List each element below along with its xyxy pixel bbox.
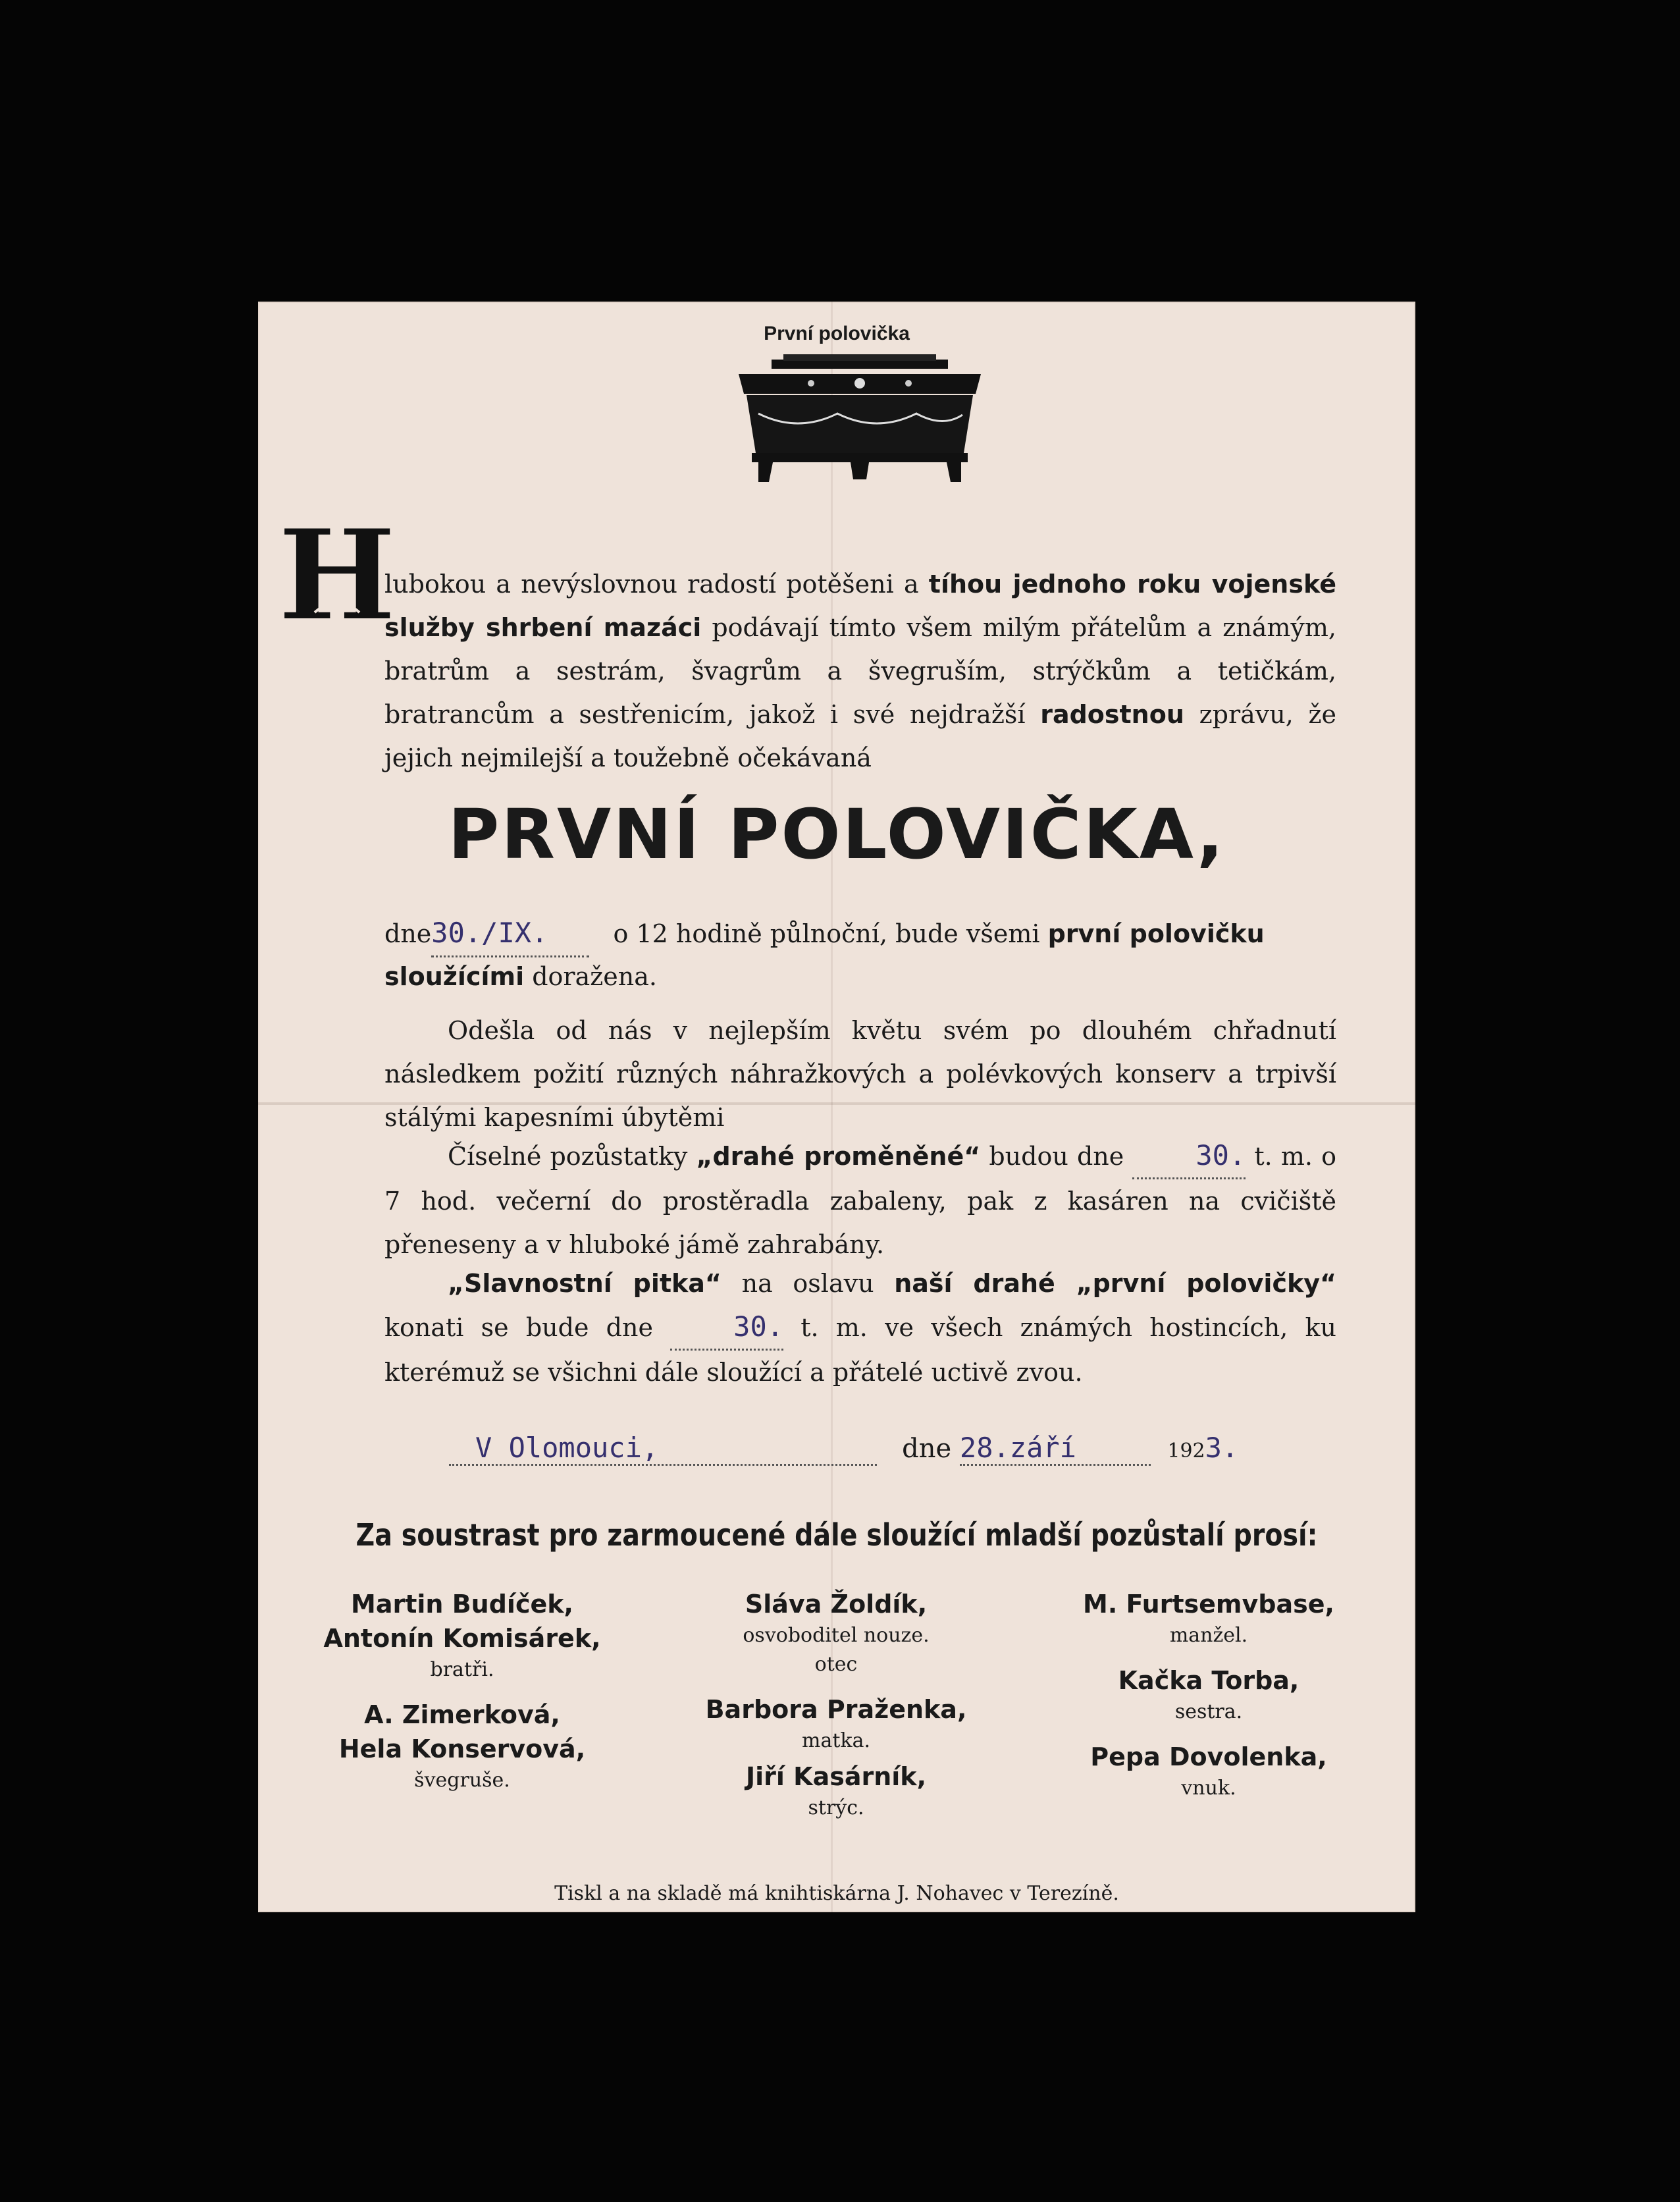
- mourner-name: Jiří Kasárník,: [745, 1762, 927, 1791]
- mourner-role: bratři.: [430, 1658, 494, 1681]
- mourner-role: manžel.: [1169, 1624, 1248, 1647]
- big-title: PRVNÍ POLOVIČKA,: [448, 794, 1226, 874]
- mourner-role: otec: [814, 1653, 858, 1676]
- mourner-role: sestra.: [1174, 1700, 1243, 1723]
- date-line-2: sloužícími doražena.: [384, 962, 657, 991]
- coffin-illustration: [732, 354, 987, 483]
- paragraph-opening: lubokou a nevýslovnou radostí potěšeni a tíhou jednoho roku vojenské služby shrbení mazáci podávají tímto všem milým přátelům a známým, bratrům a sestrám, švagrům a švegruším, strýčkům a tetičkám, bratrancům a sestřenicím, jakož i své nejdražší radostnou zprávu, že jejich nejmilejší a toužebně očekávaná: [384, 570, 1336, 772]
- place-date-line: V Olomouci, dne 28.září 1923.: [449, 1432, 1318, 1466]
- mourners-column-middle: [652, 1587, 1020, 1836]
- paragraph-celebration: „Slavnostní pitka“ na oslavu naší drahé „první polovičky“ konati se bude dne 30. t. m. ve všech známých hostincích, ku kterémuž se všichni dále sloužící a přátelé uctivě zvou.: [384, 1269, 1336, 1387]
- mourner-name: Martin Budíček,: [351, 1590, 573, 1619]
- mourner-name: M. Furtsemvbase,: [1083, 1590, 1334, 1619]
- mourners-column-left: [278, 1587, 646, 1808]
- mourner-name: A. Zimerková,: [364, 1700, 560, 1729]
- paragraph-remains: Číselné pozůstatky „drahé proměněné“ budou dne 30. t. m. o 7 hod. večerní do prostěradla zabaleny, pak z kasáren na cvičiště přeneseny a v hluboké jámě zahrabány.: [384, 1134, 1336, 1266]
- mourner-name: Hela Konservová,: [338, 1734, 586, 1763]
- date-line: dne30./IX. o 12 hodině půlnoční, bude všemi první polovičku: [384, 911, 1336, 957]
- mourner-name: Antonín Komisárek,: [323, 1624, 601, 1653]
- header-title: První polovička: [764, 323, 910, 344]
- drop-cap-letter: H: [278, 502, 396, 649]
- mourner-name: Pepa Dovolenka,: [1090, 1742, 1327, 1771]
- drop-cap-h: [278, 502, 396, 649]
- mourner-role: strýc.: [808, 1796, 864, 1819]
- mourner-role: švegruše.: [414, 1769, 510, 1792]
- mourner-role: matka.: [802, 1729, 870, 1752]
- paragraph-departure: Odešla od nás v nejlepším květu svém po dlouhém chřadnutí následkem požití různých náhražkových a polévkových konserv a trpivší stálými kapesními úbytěmi: [384, 1016, 1336, 1132]
- mourners-heading: Za soustrast pro zarmoucené dále sloužící mladší pozůstalí prosí:: [355, 1517, 1318, 1553]
- mourner-role: vnuk.: [1181, 1777, 1236, 1800]
- mourners-column-right: [1024, 1587, 1393, 1816]
- mourner-name: Kačka Torba,: [1118, 1666, 1299, 1695]
- mourner-role: osvoboditel nouze.: [743, 1624, 930, 1647]
- printer-footer: Tiskl a na skladě má knihtiskárna J. Nohavec v Terezíně.: [554, 1882, 1119, 1905]
- mourner-name: Barbora Praženka,: [705, 1695, 967, 1724]
- mourner-name: Sláva Žoldík,: [745, 1590, 928, 1619]
- notice-sheet: [258, 302, 1415, 1912]
